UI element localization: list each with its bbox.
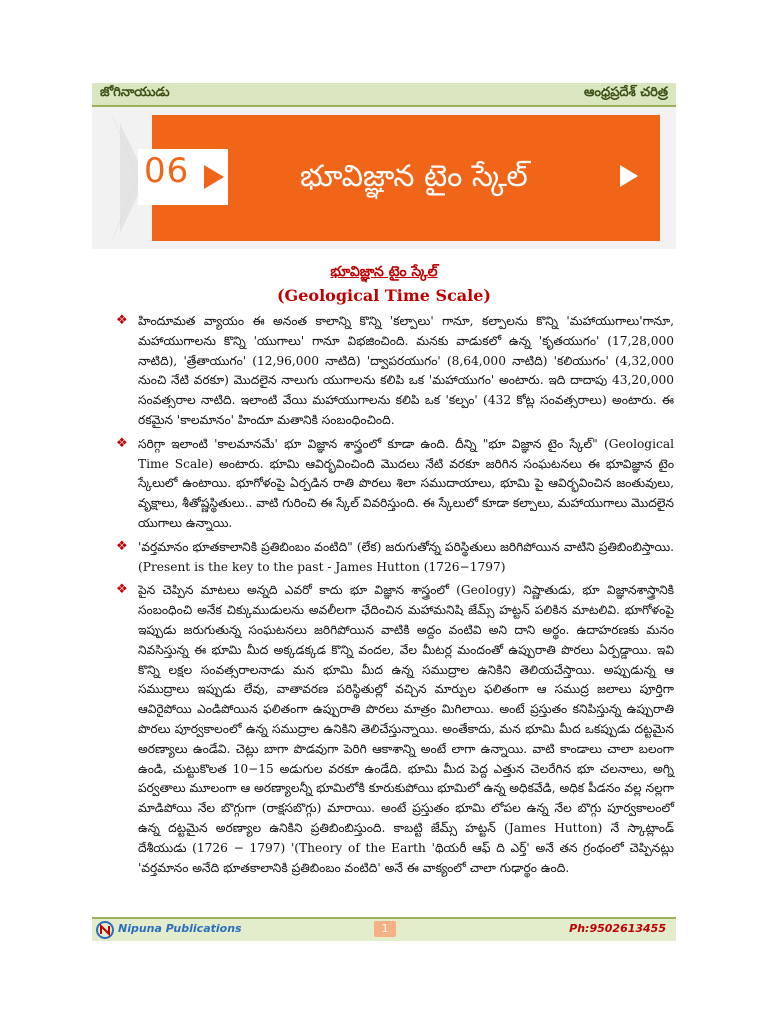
page-header [92, 83, 676, 107]
paragraph-text: సరిగ్గా ఇలాంటి 'కాలమానమే' భూ విజ్ఞాన శాస్త్రంలో కూడా ఉంది. దీన్ని "భూ విజ్ఞాన టైం స్కేల్" (Geological Time Scale) అంటారు. భూమి ఆవిర్భవించింది మొదలు నేటి వరకూ జరిగిన సంఘటనలు ఈ భూవిజ్ఞాన టైం స్కేలులో ఉంటాయి. భూగోళంపై ఏర్పడిన రాతి పొరలు శిలా సముదాయాలు, భూమి పై ఆవిర్భవించిన జంతువులు, వృక్షాలు, శీతోష్ణస్థితులు.. వాటి గురించి ఈ స్కేల్ వివరిస్తుంది. ఈ స్కేలులో కూడా కల్పాలు, మహాయుగాలు మొదలైన యుగాలు ఉన్నాయి. [138, 436, 674, 530]
section-heading-telugu: భూవిజ్ఞాన టైం స్కేల్ [330, 264, 438, 280]
diamond-bullet-icon: ❖ [116, 538, 128, 554]
play-arrow-icon [620, 165, 638, 187]
play-arrow-icon [204, 165, 224, 189]
phone-number: Ph:9502613455 [569, 922, 666, 935]
section-heading-english: (Geological Time Scale) [276, 286, 491, 305]
paragraph-text: 'వర్తమానం భూతకాలానికి ప్రతిబింబం వంటిది" (లేక) జరుగుతోన్న పరిస్థితులు జరిగిపోయిన వాటిని ప్రతిబింబిస్తాయి. (Present is the key to the past - James Hutton (1726−1797) [138, 539, 674, 574]
page-footer [92, 917, 676, 941]
paragraph [116, 538, 674, 578]
body-content [116, 312, 674, 882]
book-title: ఆంధ్రప్రదేశ్ చరిత్ర [584, 85, 668, 100]
diamond-bullet-icon: ❖ [116, 582, 128, 598]
chapter-title: భూవిజ్ఞాన టైం స్కేల్ [300, 159, 528, 194]
page-number: 1 [374, 921, 396, 937]
publisher-logo-icon [96, 921, 114, 939]
chapter-number: 06 [144, 151, 190, 191]
diamond-bullet-icon: ❖ [116, 313, 128, 328]
chapter-banner [92, 107, 676, 249]
paragraph [116, 581, 674, 878]
paragraph [116, 435, 674, 534]
author-name: జోగినాయుడు [100, 85, 170, 100]
paragraph-text: పైన చెప్పిన మాటలు అన్నది ఎవరో కాదు భూ విజ్ఞాన శాస్త్రంలో (Geology) నిష్ణాతుడు, భూ విజ్ఞానశాస్త్రానికి సంబంధించి అనేక చిక్కుముడులను అవలీలగా ఛేదించిన మహామనిషి జేమ్స్ హట్టన్ పలికిన మాటలివి. భూగోళంపై ఇప్పుడు జరుగుతున్న సంఘటనలు జరిగిపోయిన వాటికి అద్దం వంటివి అని దాని అర్థం. ఉదాహరణకు మనం నివసిస్తున్న ఈ భూమి మీద అక్కడక్కడ కొన్ని వందల, వేల మీటర్ల మందంతో ఉప్పురాతి పొరలు ఏర్పడ్డాయి. ఇవి కొన్ని లక్షల సంవత్సరాలనాడు మన భూమి మీద ఉన్న సముద్రాల ఉనికిని తెలియచేస్తాయి. అప్పుడున్న ఆ సముద్రాలు ఇప్పుడు లేవు, వాతావరణ పరిస్థితుల్లో వచ్చిన మార్పుల ఫలితంగా ఆ సముద్ర జలాలు పూర్తిగా ఆవిరైపోయి ఎండిపోయిన ఫలితంగా ఉప్పురాతి పొరలు మాత్రం మిగిలాయి. అంటే ప్రస్తుతం కనిపిస్తున్న ఉప్పురాతి పొరలు పూర్వకాలంలో ఉన్న సముద్రాల ఉనికిని తెలిచేస్తున్నాయి. అంతేకాదు, మన భూమి మీద ఒకప్పుడు దట్టమైన అరణ్యాలు ఉండేవి. చెట్లు బాగా పొడవుగా పెరిగి ఆకాశాన్ని అంటే లాగా ఉన్నాయి. వాటి కాండాలు చాలా బలంగా ఉండి, చుట్టుకొలత 10−15 అడుగుల వరకూ ఉండేది. భూమి మీద పెద్ద ఎత్తున చెలరేగిన భూ చలనాలు, అగ్ని పర్వతాలు మూలంగా ఆ అరణ్యాలన్నీ భూమిలోకి కూరుకుపోయి భూమిలో ఉన్న అధికవేడి, అధిక పీడనం వల్ల నల్లగా మాడిపోయి నేల బొగ్గుగా (రాక్షసబొగ్గు) మారాయి. అంటే ప్రస్తుతం భూమి లోపల ఉన్న నేల బొగ్గు పూర్వకాలంలో ఉన్న దట్టమైన అరణ్యాల ఉనికిని ప్రతిబింబిస్తుంది. కాబట్టి జేమ్స్ హట్టన్ (James Hutton) నే స్కాట్లాండ్ దేశీయుడు (1726 − 1797) '(Theory of the Earth 'థియరీ ఆఫ్ ది ఎర్త్' అనే తన గ్రంథంలో చెప్పినట్లు 'వర్తమానం అనేది భూతకాలానికి ప్రతిబింబం వంటిది' అనే ఈ వాక్యంలో చాలా గుఢార్థం ఉంది. [138, 583, 675, 875]
diamond-bullet-icon: ❖ [116, 435, 128, 451]
paragraph [116, 312, 674, 431]
paragraph-text: హిందూమత వ్యాయం ఈ అనంత కాలాన్ని కొన్ని 'కల్పాలు' గానూ, కల్పాలను కొన్ని 'మహాయుగాలు'గానూ, మహాయుగాలను కొన్ని 'యుగాలు' గానూ విభజించింది. మనకు వాడుకలో ఉన్న 'కృతయుగం' (17,28,000 నాటిది), 'త్రేతాయుగం' (12,96,000 నాటిది) 'ద్వాపరయుగం' (8,64,000 నాటిది) 'కలియుగం' (4,32,000 నుంచి నేటి వరకూ) మొదలైన నాలుగు యుగాలను కలిపి ఒక 'మహాయుగం' అంటారు. ఇది దాదాపు 43,20,000 సంవత్సరాల నాటిది. ఇలాంటి వేయి మహాయుగాలను కలిపి ఒక 'కల్పం' (432 కోట్ల సంవత్సరాలు) అంటారు. ఈ రకమైన 'కాలమానం' హిందూ మతానికి సంబంధించింది. [138, 314, 674, 427]
publisher-name: Nipuna Publications [118, 922, 242, 935]
